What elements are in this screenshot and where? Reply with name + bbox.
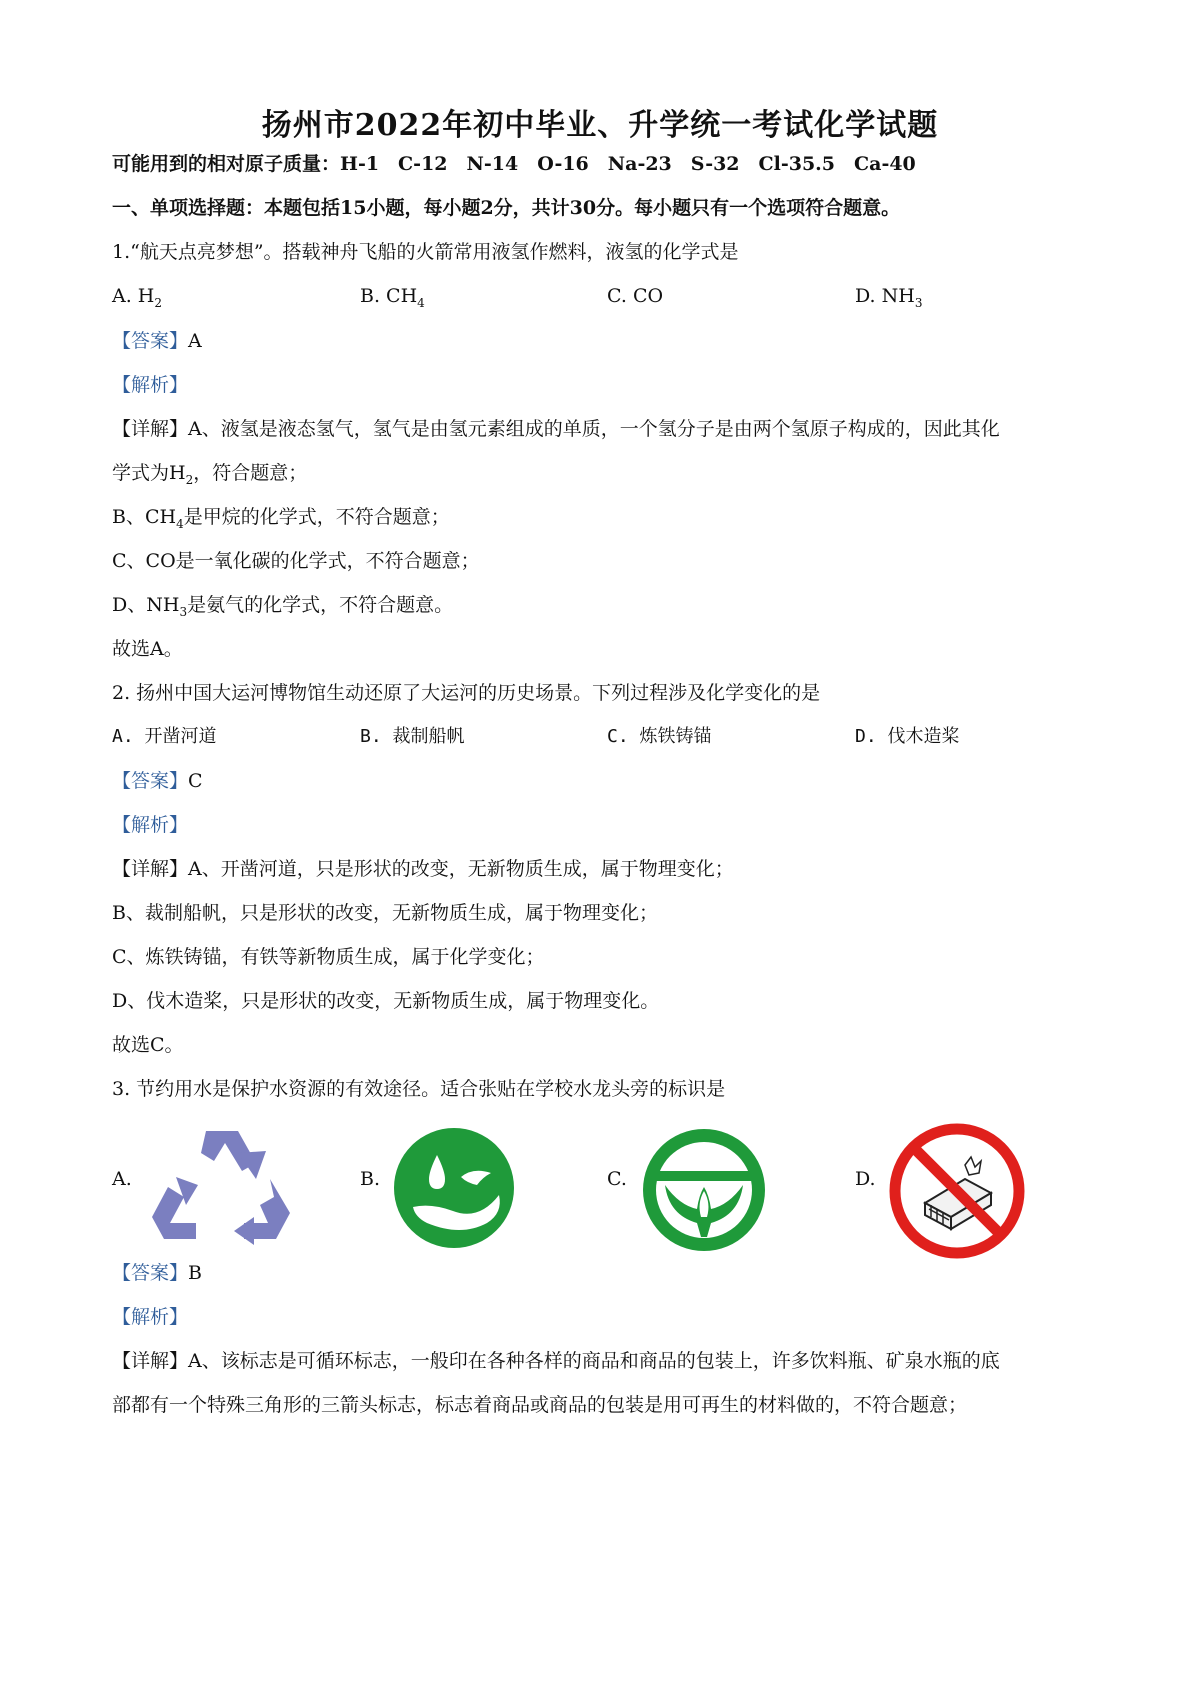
q1-answer: 【答案】A xyxy=(112,330,202,352)
q1-option-b: B. $CH_4$ xyxy=(360,285,425,310)
q1-detail-3: C、CO是一氧化碳的化学式，不符合题意； xyxy=(112,550,480,572)
question-2-stem: 2. 扬州中国大运河博物馆生动还原了大运河的历史场景。下列过程涉及化学变化的是 xyxy=(112,682,821,704)
q2-option-c: C. 炼铁铸锚 xyxy=(607,726,712,747)
q2-analysis-label: 【解析】 xyxy=(112,814,189,836)
q3-option-d-label: D. xyxy=(855,1168,876,1190)
q3-detail-2: 部都有一个特殊三角形的三箭头标志，标志着商品或商品的包装是用可再生的材料做的，不符合题意； xyxy=(112,1394,968,1416)
q2-detail-4: D、伐木造桨，只是形状的改变，无新物质生成，属于物理变化。 xyxy=(112,990,660,1012)
section-heading: 一、单项选择题：本题包括15小题，每小题2分，共计30分。每小题只有一个选项符合题意。 xyxy=(112,197,901,219)
q1-detail-4: D、$NH_3$是氨气的化学式，不符合题意。 xyxy=(112,594,454,619)
q3-detail-1: 【详解】A、该标志是可循环标志，一般印在各种各样的商品和商品的包装上，许多饮料瓶、矿泉水瓶的底 xyxy=(112,1350,1000,1372)
q1-option-a: A. $H_2$ xyxy=(112,285,163,310)
q1-detail-2: B、$CH_4$是甲烷的化学式，不符合题意； xyxy=(112,506,450,531)
q2-option-d: D. 伐木造桨 xyxy=(855,726,960,747)
question-1-stem: 1.“航天点亮梦想”。搭载神舟飞船的火箭常用液氢作燃料，液氢的化学式是 xyxy=(112,241,739,263)
q2-answer: 【答案】C xyxy=(112,770,203,792)
q3-analysis-label: 【解析】 xyxy=(112,1306,189,1328)
q3-option-a-label: A. xyxy=(112,1168,132,1190)
q3-option-b-label: B. xyxy=(360,1168,381,1190)
question-3-stem: 3. 节约用水是保护水资源的有效途径。适合张贴在学校水龙头旁的标识是 xyxy=(112,1078,726,1100)
recycle-icon xyxy=(146,1125,296,1264)
q2-detail-3: C、炼铁铸锚，有铁等新物质生成，属于化学变化； xyxy=(112,946,545,968)
q2-option-a: A. 开凿河道 xyxy=(112,726,217,747)
q1-detail-1b: 学式为$H_2$，符合题意； xyxy=(112,462,308,487)
q1-detail-1a: 【详解】A、液氢是液态氢气，氢气是由氢元素组成的单质，一个氢分子是由两个氢原子构成的，因此其化 xyxy=(112,418,1000,440)
green-food-icon xyxy=(639,1125,769,1259)
q2-detail-1: 【详解】A、开凿河道，只是形状的改变，无新物质生成，属于物理变化； xyxy=(112,858,734,880)
q2-conclusion: 故选C。 xyxy=(112,1034,184,1056)
q3-option-c-label: C. xyxy=(607,1168,627,1190)
q1-analysis-label: 【解析】 xyxy=(112,374,189,396)
atomic-masses-line: 可能用到的相对原子质量：H-1 C-12 N-14 O-16 Na-23 S-32 Cl-35.5 Ca-40 xyxy=(112,153,916,175)
page-title: 扬州市2022年初中毕业、升学统一考试化学试题 xyxy=(261,108,939,143)
q2-detail-2: B、裁制船帆，只是形状的改变，无新物质生成，属于物理变化； xyxy=(112,902,658,924)
q1-option-d: D. $NH_3$ xyxy=(855,285,923,310)
q3-answer: 【答案】B xyxy=(112,1262,202,1284)
q1-option-c: C. CO xyxy=(607,285,664,307)
q1-conclusion: 故选A。 xyxy=(112,638,183,660)
q2-option-b: B. 裁制船帆 xyxy=(360,726,465,747)
no-fireworks-icon xyxy=(887,1121,1027,1265)
water-saving-icon xyxy=(391,1125,517,1255)
